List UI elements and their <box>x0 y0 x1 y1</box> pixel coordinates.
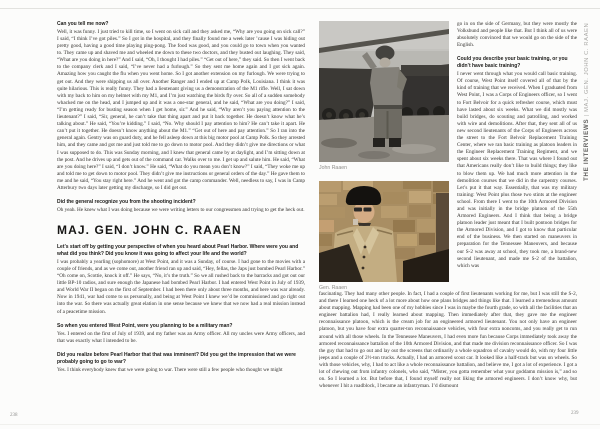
sidebar-separator: | <box>584 111 590 119</box>
page-edge-top <box>0 8 600 9</box>
interview-answer: go in on the side of Germany, but they were mostly the Volksbund and people like that. But I think all of us were absolutely convinced that we would go on the side of the English. <box>457 21 577 49</box>
interview-question: Did you realize before Pearl Harbor that that was imminent? Did you get the impression that we were probably going to go to war? <box>57 351 296 365</box>
section-heading: MAJ. GEN. JOHN C. RAAEN <box>57 223 242 238</box>
interview-question: Could you describe your basic training, or you didn’t have basic training? <box>457 56 568 70</box>
page-edge-bottom <box>0 424 600 425</box>
sidebar-section-label: THE INTERVIEWS <box>583 118 590 181</box>
sidebar-chapter-label: MAJ. GEN. JOHN C. RAAEN <box>584 22 590 112</box>
right-page-continued-text <box>319 291 577 405</box>
interview-answer: Well, it was funny. I just tried to kill time, so I went on sick call and they asked me, “Why are you going on sick call?” I said, “I think I’ve got piles.” So I got in the hospital, and they finally found me a week later ’cause I was hiding out pretty good, having a good time playing ping-pong. The food was good, and you could go to town when you wanted to. They came up and shaved me and wheeled me down to these two doctors, and they busted out laughing. They said, “What are you doing in here?” And I said, “Oh, I thought I had piles.” “Get out of here,” they said. So then I went back to the company clerk and I said, “I’ve never had a furlough.” So they sent me home again and I got sick again. Amazing how you caught the flu when you went home. So I got another extension on my furlough. We were trying to get out. And they were shipping us all over. Another Ranger and I ended up at Camp Polk, Louisiana. I think it was quite hilarious. This is really funny. They had a lieutenant giving us a demonstration of the M1 rifle. Well, I sat down with my back to him on my helmet with my M1, and I’m just watching the birds fly over. So all of a sudden somebody whacked me on the head, and I jumped up and it was a one-star general, and he said, “What are you doing?” I said, “I’m getting ready for busting season when I get home, sir.” And he said, “Why aren’t you paying attention to the lieutenant?” I said, “Sir, general, he can’t take that thing apart and put it back together. He doesn’t know what he’s talking about.” He said, “You’re kidding.” I said, “No. Why should I pay attention to him? He can’t take it apart. He can’t put it together. He doesn’t know anything about the M1.” “Get out of here and pay attention.” So I ran into the general again. Gentry was on guard duty, and he fell asleep down at this big motor pool at Camp Polk. So they arrested him, and they came and got me and just told me to go down to motor pool. And they didn’t give me directions or what I was supposed to do. This was Sunday morning, and I knew that general came by at daylight, and I’m sitting down at the post. And he drives up and gets out of the command car. Walks over to me. I get up and salute him. He said, “What are you doing here?” I said, “I don’t know.” He said, “What do you mean you don’t know?” I said, “They woke me up and told me to get down to motor pool. They didn’t give me instructions or general orders of the day.” He gave them to me and he said, “You stay right here.” And he went and got the camp commander. Well, needless to say, I was in Camp Atterbury two days later getting my discharge, so I did get out. <box>57 28 305 191</box>
interview-answer: Yes. I think everybody knew that we were going to war. There were still a few people who thought we might <box>57 366 283 373</box>
photo-gen-raaen-beret <box>319 181 449 282</box>
right-page-column-text <box>457 21 577 293</box>
page-number-right: 239 <box>571 411 579 416</box>
photo-caption: John Raaen <box>319 165 347 171</box>
continued-paragraph: fascinating. They had many other people. In fact, I had a couple of first lieutenants working for me, but I was still the S-2, and there I learned one heck of a lot more about how one plans bridges and things like that. I learned a tremendous amount about mapping. Mapping had been one of my hobbies since I was in maybe the fourth grade, so with all the facilities that an engineer battalion had, I really learned about mapping. Then immediately after that, they gave me the engineer reconnaissance platoon, which is the cream job for an engineered armored lieutenant. You not only have an engineer platoon, but you have four extra quarter-ton reconnaissance vehicles, with four extra noncoms, and you really get to run around with all those wheels. In the Tennessee Maneuvers, I had even more fun because Corps immediately took away the armored reconnaissance battalion of the 10th Armored Division, and that made me division reconnaissance officer. So I was the guy that had to go out and lay out the screens that ordinarily a whole squadron of cavalry would do, with my four little jeeps and a couple of 2½-ton trucks. Actually, I had an armored scout car. It looked like a half-track but was on wheels. So with those vehicles, why, I had to act like a whole reconnaissance battalion, and believe me, I got a lot of experience. I got a lot of chewing out from infantry colonels, who said, “Mister, you gotta remember what your goddamn mission is,” and so on. So I learned a lot. But before that, I found myself really not liking the armored engineers. I don’t know why, but whenever I hit a roadblock, I became an infantryman. I’d dismount <box>319 291 577 390</box>
chapter-sidebar-vertical-label <box>578 14 596 181</box>
page-number-left: 238 <box>10 413 18 418</box>
interview-answer: Yes. I entered on the first of July of 1939, and my father was an Army officer. All my uncles were Army officers, and that was exactly what I intended to be. <box>57 330 305 344</box>
interview-answer: I never went through what you would call basic training. Of course, West Point itself covered all of that by the kind of training that we received. When I graduated from West Point, I was a Corps of Engineers officer, so I went to Fort Belvoir for a quick refresher course, which must have lasted about six weeks. What we did mostly was build bridges, do scouting and patrolling, and worked with wire and demolitions. After that, they sent all of us new second lieutenants of the Corps of Engineers across the street to the Fort Belvoir Replacement Training Center, where we ran basic training as platoon leaders in the Engineer Replacement Training Regiment, and we spent about six weeks there. That was where I found out that Americans really don’t like to build things; they like to blow them up. We had much more attention in the demolition courses that we did in the carpentry courses. Let’s put it that way. Essentially, that was my military training: West Point plus those two stints at the engineer school. From there I went to the 10th Armored Division and was initially in the bridge platoon of the 55th Armored Engineers. And I think that being a bridge platoon leader just meant that I built pontoon bridges for the Armored Division, and I got to know that particular end of the business. We then started on maneuvers in preparation for the Tennessee Maneuvers, and because our S-2 was away at school, they took me, a brand-new second lieutenant, and made me S-2 of the battalion, which was <box>457 71 577 269</box>
photo-john-raaen-with-tanks <box>319 21 449 162</box>
photo-caption: Gen. Raaen <box>319 285 347 291</box>
interview-question: So when you entered West Point, were you planning to be a military man? <box>57 322 233 329</box>
interview-question: Let’s start off by getting your perspective of when you heard about Pearl Harbor. Where were you and what did you think? Did you know it was going to affect your life and the world? <box>57 244 299 257</box>
interview-question: Did the general recognize you from the shooting incident? <box>57 199 196 206</box>
left-page-text <box>57 21 305 408</box>
interview-question: Can you tell me now? <box>57 21 109 27</box>
interview-answer: Oh yeah. He knew what I was doing because we were writing letters to our congressmen and trying to get the heck out. <box>57 206 305 213</box>
interview-answer: I was probably a yearling (sophomore) at West Point, and it was a Sunday, of course. I had gone to the movies with a couple of friends, and as we come out, another friend ran up and said, “Hey, fellas, the Japs just bombed Pearl Harbor.” “Oh come on, Scottie, knock it off.” He says, “No, it’s the truth.” So we all rushed back to the barracks and got out our little BP-10 radios, and sure enough the Japanese had bombed Pearl Harbor. I had entered West Point in July of 1939, and World War II began on the first of September. I had been there only about three months, and here was war already. Now in 1941, war had come to us personally, and being at West Point I knew we’d be commissioned and go right out into the war. So there was actually great elation in one sense because we knew that we now had a real mission instead of a peacetime mission. <box>57 258 305 315</box>
